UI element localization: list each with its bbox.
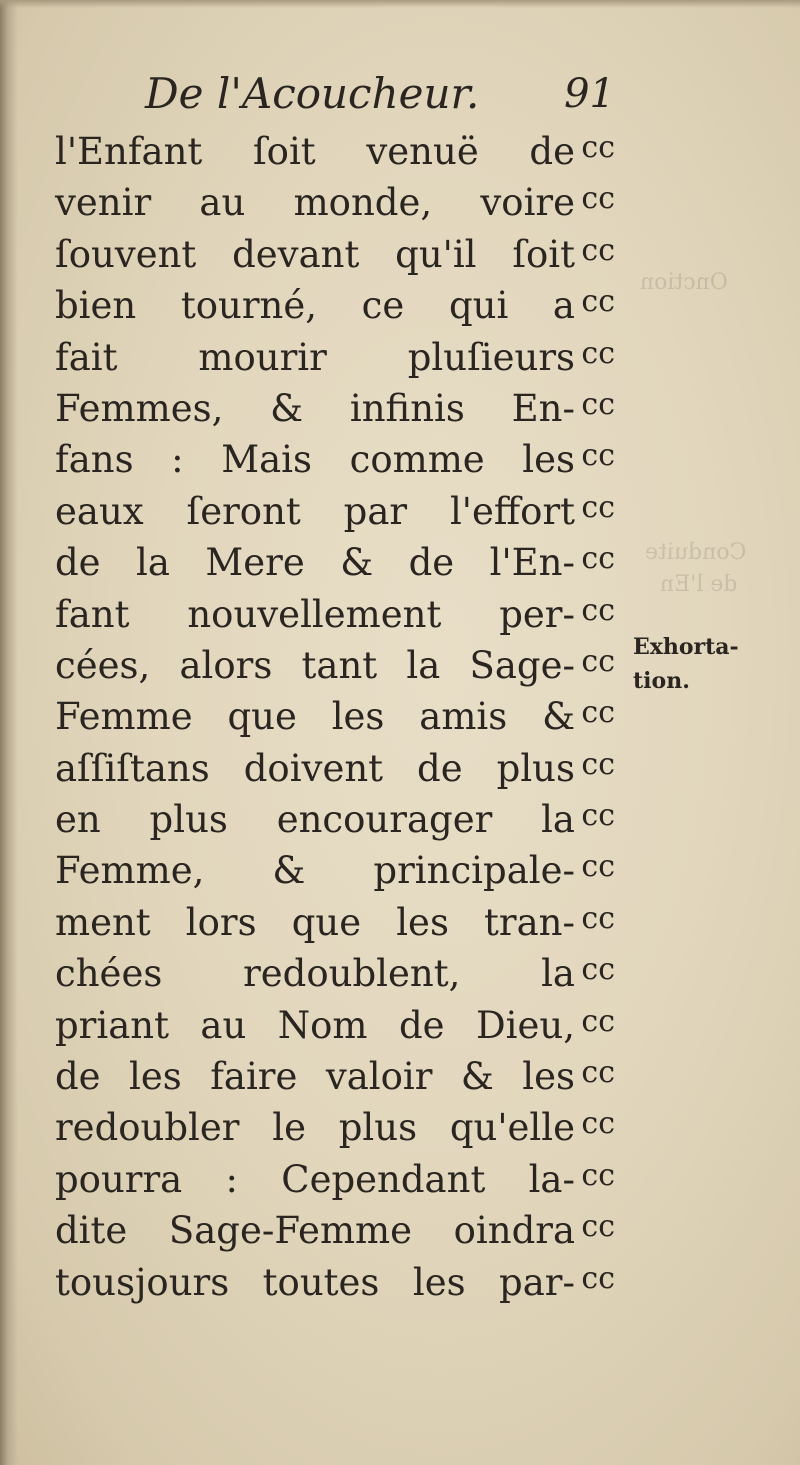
page-top-edge [0,0,800,8]
running-title: De l'Acoucheur. [145,69,480,118]
text-line [55,332,615,383]
quote-mark: cc [581,1003,615,1039]
show-through-text: Conduite [645,540,747,565]
line-text: en plus encourager la [55,798,575,842]
line-text: fans : Mais comme les [55,438,575,482]
line-text: venir au monde, voire [55,181,575,225]
line-text: redoubler le plus qu'elle [55,1106,575,1150]
line-text: pourra : Cependant la- [55,1157,575,1201]
quote-mark: cc [581,1106,615,1142]
marginal-note-line: Exhorta- [633,634,739,660]
marginal-note [633,630,793,698]
page-header [145,62,615,126]
line-text: fait mourir pluſieurs [55,335,575,379]
text-line [55,640,615,691]
text-line [55,537,615,588]
text-line [55,229,615,280]
line-text: de les faire valoir & les [55,1055,575,1099]
line-text: bien tourné, ce qui a [55,284,575,328]
line-text: tousjours toutes les par- [55,1260,575,1304]
quote-mark: cc [581,1209,615,1245]
text-line [55,1051,615,1102]
text-line [55,383,615,434]
quote-mark: cc [581,232,615,268]
text-line [55,1205,615,1256]
quote-mark: cc [581,849,615,885]
line-text: aſſiſtans doivent de plus [55,746,575,790]
line-text: Femme que les amis & [55,695,575,739]
quote-mark: cc [581,284,615,320]
text-line [55,794,615,845]
quote-mark: cc [581,130,615,165]
quote-mark: cc [581,746,615,782]
text-line [55,1000,615,1051]
show-through-text: Onction [640,270,728,295]
quote-mark: cc [581,643,615,679]
text-line [55,1257,615,1308]
gutter-shadow [0,0,18,1465]
quote-mark: cc [581,489,615,525]
text-line [55,691,615,742]
line-text: eaux ſeront par l'effort [55,489,575,533]
marginal-note-line: tion. [633,668,690,694]
line-text: cées, alors tant la Sage- [55,643,575,687]
quote-mark: cc [581,386,615,422]
quote-mark: cc [581,541,615,577]
quote-mark: cc [581,335,615,371]
line-text: chées redoublent, la [55,952,575,996]
quote-mark: cc [581,1157,615,1193]
line-text: priant au Nom de Dieu, [55,1003,575,1047]
line-text: Femme, & principale- [55,849,575,893]
quote-mark: cc [581,181,615,217]
body-text [55,126,615,1308]
line-text: ſouvent devant qu'il ſoit [55,232,575,276]
text-line [55,486,615,537]
line-text: de la Mere & de l'En- [55,541,575,585]
text-line [55,126,615,177]
show-through-text: de l'En [660,572,738,597]
text-line [55,280,615,331]
text-line [55,845,615,896]
text-line [55,589,615,640]
text-line [55,948,615,999]
quote-mark: cc [581,900,615,936]
text-line [55,434,615,485]
line-text: l'Enfant ſoit venuë de [55,130,575,173]
line-text: Femmes, & infinis En- [55,386,575,430]
page-number: 91 [564,71,615,117]
line-text: fant nouvellement per- [55,592,575,636]
line-text: ment lors que les tran- [55,900,575,944]
text-line [55,743,615,794]
text-line [55,1154,615,1205]
quote-mark: cc [581,798,615,834]
line-text: dite Sage-Femme oindra [55,1209,575,1253]
text-line [55,1102,615,1153]
quote-mark: cc [581,695,615,731]
text-line [55,897,615,948]
quote-mark: cc [581,1260,615,1296]
quote-mark: cc [581,952,615,988]
quote-mark: cc [581,592,615,628]
quote-mark: cc [581,438,615,474]
text-line [55,177,615,228]
quote-mark: cc [581,1055,615,1091]
